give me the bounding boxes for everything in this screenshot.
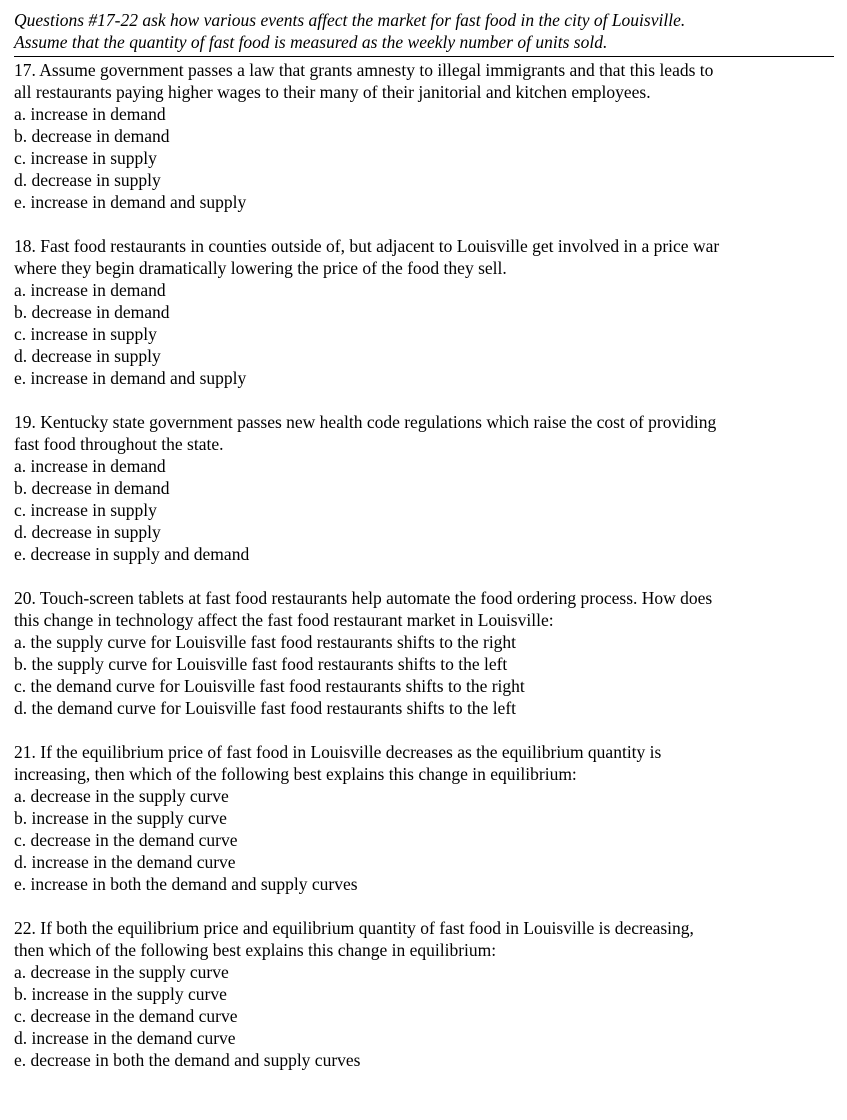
question-stem-line: 20. Touch-screen tablets at fast food restaurants help automate the food ordering process. How does: [14, 588, 713, 608]
question-stem-line: 18. Fast food restaurants in counties outside of, but adjacent to Louisville get involved in a price war: [14, 236, 720, 256]
answer-option-e: e. decrease in supply and demand: [14, 544, 250, 564]
question-stem-line: 17. Assume government passes a law that grants amnesty to illegal immigrants and that this leads to: [14, 60, 714, 80]
answer-option-b: b. decrease in demand: [14, 478, 170, 498]
question-stem-line: increasing, then which of the following best explains this change in equilibrium:: [14, 764, 577, 784]
question-22: [14, 917, 834, 1071]
question-spacer: [14, 213, 834, 235]
question-17: [14, 59, 834, 213]
answer-option-a: a. increase in demand: [14, 280, 166, 300]
answer-option-b: b. decrease in demand: [14, 302, 170, 322]
answer-option-b: b. decrease in demand: [14, 126, 170, 146]
question-19: [14, 411, 834, 565]
instructions-line-2: Assume that the quantity of fast food is measured as the weekly number of units sold.: [14, 32, 608, 52]
answer-option-e: e. increase in demand and supply: [14, 192, 247, 212]
answer-option-b: b. increase in the supply curve: [14, 984, 227, 1004]
answer-option-e: e. increase in demand and supply: [14, 368, 247, 388]
question-18: [14, 235, 834, 389]
answer-option-a: a. decrease in the supply curve: [14, 786, 229, 806]
question-stem-line: 22. If both the equilibrium price and equilibrium quantity of fast food in Louisville is decreasing,: [14, 918, 694, 938]
question-stem-line: 21. If the equilibrium price of fast food in Louisville decreases as the equilibrium quantity is: [14, 742, 662, 762]
answer-option-a: a. increase in demand: [14, 104, 166, 124]
question-spacer: [14, 719, 834, 741]
answer-option-d: d. increase in the demand curve: [14, 852, 236, 872]
question-spacer: [14, 389, 834, 411]
answer-option-d: d. decrease in supply: [14, 170, 161, 190]
answer-option-b: b. increase in the supply curve: [14, 808, 227, 828]
answer-option-a: a. the supply curve for Louisville fast food restaurants shifts to the right: [14, 632, 517, 652]
answer-option-d: d. decrease in supply: [14, 522, 161, 542]
answer-option-c: c. increase in supply: [14, 324, 157, 344]
answer-option-c: c. increase in supply: [14, 500, 157, 520]
instructions: [14, 9, 834, 53]
question-stem-line: all restaurants paying higher wages to their many of their janitorial and kitchen employees.: [14, 82, 651, 102]
question-stem-line: this change in technology affect the fast food restaurant market in Louisville:: [14, 610, 554, 630]
answer-option-c: c. increase in supply: [14, 148, 157, 168]
question-stem-line: 19. Kentucky state government passes new health code regulations which raise the cost of providing: [14, 412, 717, 432]
answer-option-d: d. increase in the demand curve: [14, 1028, 236, 1048]
answer-option-b: b. the supply curve for Louisville fast food restaurants shifts to the left: [14, 654, 508, 674]
instructions-divider: [14, 56, 834, 57]
question-stem-line: where they begin dramatically lowering the price of the food they sell.: [14, 258, 507, 278]
worksheet-page: [14, 9, 834, 1071]
question-20: [14, 587, 834, 719]
answer-option-c: c. the demand curve for Louisville fast food restaurants shifts to the right: [14, 676, 525, 696]
answer-option-e: e. decrease in both the demand and supply curves: [14, 1050, 361, 1070]
question-spacer: [14, 895, 834, 917]
answer-option-e: e. increase in both the demand and supply curves: [14, 874, 358, 894]
answer-option-c: c. decrease in the demand curve: [14, 1006, 238, 1026]
answer-option-d: d. decrease in supply: [14, 346, 161, 366]
answer-option-a: a. decrease in the supply curve: [14, 962, 229, 982]
answer-option-d: d. the demand curve for Louisville fast food restaurants shifts to the left: [14, 698, 517, 718]
question-21: [14, 741, 834, 895]
instructions-line-1: Questions #17-22 ask how various events affect the market for fast food in the city of Louisville.: [14, 10, 686, 30]
answer-option-c: c. decrease in the demand curve: [14, 830, 238, 850]
question-stem-line: fast food throughout the state.: [14, 434, 224, 454]
answer-option-a: a. increase in demand: [14, 456, 166, 476]
question-spacer: [14, 565, 834, 587]
question-stem-line: then which of the following best explains this change in equilibrium:: [14, 940, 497, 960]
